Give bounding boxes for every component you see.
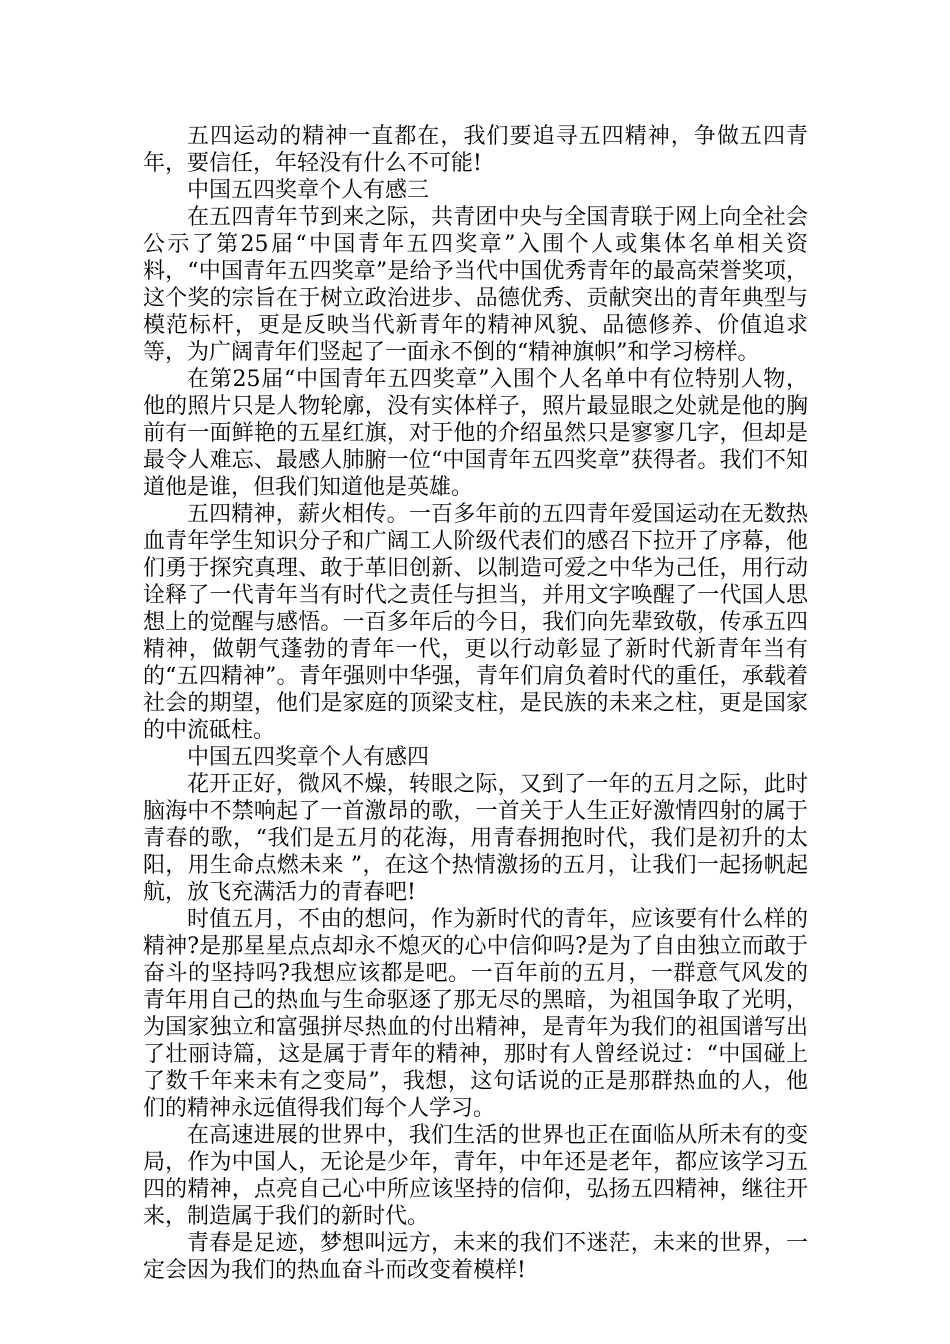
paragraph: 花开正好，微风不燥，转眼之际，又到了一年的五月之际，此时脑海中不禁响起了一首激昂的歌，一首关于人生正好激情四射的属于青春的歌，“我们是五月的花海，用青春拥抱时代，我们是初升的太阳，用生命点燃未来 ”，在这个热情激扬的五月，让我们一起扬帆起航，放飞充满活力的青春吧! [143, 772, 808, 905]
paragraph: 青春是足迹，梦想叫远方，未来的我们不迷茫，未来的世界，一定会因为我们的热血奋斗而改变着模样! [143, 1231, 808, 1283]
paragraph: 在五四青年节到来之际，共青团中央与全国青联于网上向全社会公示了第25届“中国青年五四奖章”入围个人或集体名单相关资料，“中国青年五四奖章”是给予当代中国优秀青年的最高荣誉奖项，这个奖的宗旨在于树立政治进步、品德优秀、贡献突出的青年典型与模范标杆，更是反映当代新青年的精神风貌、品德修养、价值追求等，为广阔青年们竖起了一面永不倒的“精神旗帜”和学习榜样。 [143, 205, 808, 365]
section-heading: 中国五四奖章个人有感四 [187, 745, 430, 770]
document-body [143, 123, 808, 1284]
paragraph: 时值五月，不由的想问，作为新时代的青年，应该要有什么样的精神?是那星星点点却永不熄灭的心中信仰吗?是为了自由独立而敢于奋斗的坚持吗?我想应该都是吧。一百年前的五月，一群意气风发的青年用自己的热血与生命驱逐了那无尽的黑暗，为祖国争取了光明，为国家独立和富强拼尽热血的付出精神，是青年为我们的祖国谱写出了壮丽诗篇，这是属于青年的精神，那时有人曾经说过：“中国碰上了数千年来未有之变局”，我想，这句话说的正是那群热血的人，他们的精神永远值得我们每个人学习。 [143, 907, 808, 1121]
paragraph: 五四运动的精神一直都在，我们要追寻五四精神，争做五四青年，要信任，年轻没有什么不可能! [143, 124, 808, 176]
paragraph: 五四精神，薪火相传。一百多年前的五四青年爱国运动在无数热血青年学生知识分子和广阔工人阶级代表们的感召下拉开了序幕，他们勇于探究真理、敢于革旧创新、以制造可爱之中华为己任，用行动诠释了一代青年当有时代之责任与担当，并用文字唤醒了一代国人思想上的觉醒与感悟。一百多年后的今日，我们向先辈致敬，传承五四精神，做朝气蓬勃的青年一代，更以行动彰显了新时代新青年当有的“五四精神”。青年强则中华强，青年们肩负着时代的重任，承载着社会的期望，他们是家庭的顶梁支柱，是民族的未来之柱，更是国家的中流砥柱。 [143, 502, 808, 743]
section-heading: 中国五四奖章个人有感三 [187, 178, 430, 203]
paragraph: 在第25届“中国青年五四奖章”入围个人名单中有位特别人物，他的照片只是人物轮廓，没有实体样子，照片最显眼之处就是他的胸前有一面鲜艳的五星红旗，对于他的介绍虽然只是寥寥几字，但却是最令人难忘、最感人肺腑一位“中国青年五四奖章”获得者。我们不知道他是谁，但我们知道他是英雄。 [143, 367, 808, 500]
paragraph: 在高速进展的世界中，我们生活的世界也正在面临从所未有的变局，作为中国人，无论是少年，青年，中年还是老年，都应该学习五四的精神，点亮自己心中所应该坚持的信仰，弘扬五四精神，继往开来，制造属于我们的新时代。 [143, 1123, 808, 1229]
